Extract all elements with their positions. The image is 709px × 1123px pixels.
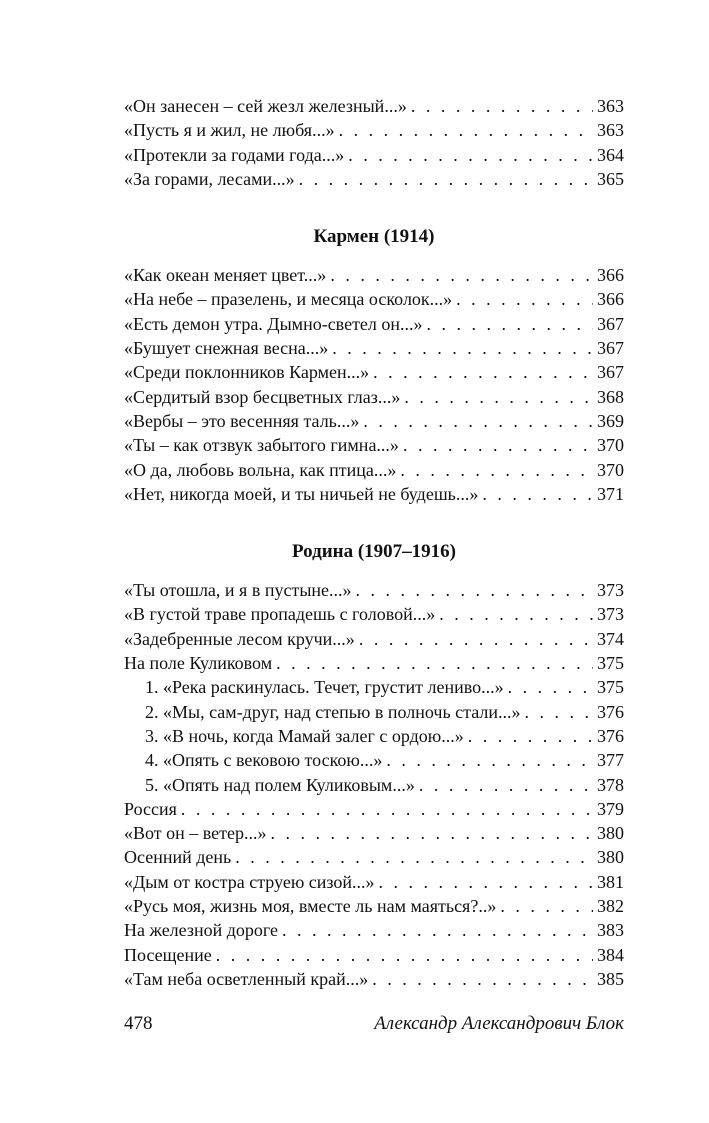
dot-leader bbox=[271, 821, 593, 845]
toc-entry-title: «Ты отошла, и я в пустыне...» bbox=[124, 580, 352, 601]
toc-entry-page: 375 bbox=[597, 677, 624, 698]
toc-entry-title: «Русь моя, жизнь моя, вместе ль нам маяться?..» bbox=[124, 896, 497, 917]
toc-entry bbox=[124, 263, 624, 287]
toc-entry-title: «Нет, никогда моей, и ты ничьей не будешь...» bbox=[124, 483, 479, 504]
toc-entry-page: 379 bbox=[597, 798, 624, 819]
toc-entry bbox=[124, 167, 624, 191]
toc-entry bbox=[124, 651, 624, 675]
toc-entry bbox=[124, 287, 624, 311]
dot-leader bbox=[386, 748, 593, 772]
dot-leader bbox=[525, 700, 593, 724]
toc-entry-page: 363 bbox=[597, 120, 624, 141]
toc-entry bbox=[124, 700, 624, 724]
section-spacer bbox=[124, 564, 624, 578]
dot-leader bbox=[276, 651, 593, 675]
page-number: 478 bbox=[124, 1013, 153, 1034]
toc-entry bbox=[124, 385, 624, 409]
toc-entry-page: 377 bbox=[597, 750, 624, 771]
toc-entry bbox=[124, 821, 624, 845]
toc-entry-page: 380 bbox=[597, 823, 624, 844]
toc-entry-title: «Там неба осветленный край...» bbox=[124, 968, 369, 989]
toc-entry-page: 373 bbox=[597, 604, 624, 625]
dot-leader bbox=[379, 870, 593, 894]
toc-entry bbox=[124, 118, 624, 142]
toc-entry-title: «Среди поклонников Кармен...» bbox=[124, 362, 370, 383]
toc-entry-page: 371 bbox=[597, 483, 624, 504]
section-heading: Кармен (1914) bbox=[313, 226, 435, 248]
toc-entry-page: 367 bbox=[597, 362, 624, 383]
section-spacer bbox=[124, 249, 624, 263]
dot-leader bbox=[439, 602, 593, 626]
toc-entry-title: «Вербы – это весенняя таль...» bbox=[124, 410, 360, 431]
toc-entry bbox=[124, 918, 624, 942]
toc-entry-title: «На небе – празелень, и месяца осколок...» bbox=[124, 289, 453, 310]
toc-entry-page: 365 bbox=[597, 168, 624, 189]
toc-entry-page: 382 bbox=[597, 896, 624, 917]
dot-leader bbox=[404, 385, 593, 409]
dot-leader bbox=[400, 458, 593, 482]
toc-entry-title: 5. «Опять над полем Куликовым...» bbox=[145, 774, 415, 795]
toc-entry-title: «Задебренные лесом кручи...» bbox=[124, 628, 355, 649]
toc-entry bbox=[124, 94, 624, 118]
toc-entry bbox=[124, 870, 624, 894]
toc-entry-page: 367 bbox=[597, 313, 624, 334]
toc-entry-page: 370 bbox=[597, 459, 624, 480]
dot-leader bbox=[468, 724, 593, 748]
toc-entry-title: Посещение bbox=[124, 944, 212, 965]
dot-leader bbox=[299, 167, 593, 191]
toc-entry-page: 384 bbox=[597, 944, 624, 965]
toc-entry-page: 364 bbox=[597, 144, 624, 165]
dot-leader bbox=[372, 967, 593, 991]
toc-entry bbox=[124, 894, 624, 918]
dot-leader bbox=[348, 143, 593, 167]
dot-leader bbox=[411, 94, 593, 118]
toc-entry-title: «Сердитый взор бесцветных глаз...» bbox=[124, 386, 401, 407]
toc-entry bbox=[124, 627, 624, 651]
toc-entry bbox=[124, 845, 624, 869]
toc-entry bbox=[124, 433, 624, 457]
toc-entry-title: «Есть демон утра. Дымно-светел он...» bbox=[124, 313, 423, 334]
toc-entry-title: «Бушует снежная весна...» bbox=[124, 338, 329, 359]
toc-entry bbox=[124, 943, 624, 967]
toc-entry-page: 369 bbox=[597, 410, 624, 431]
dot-leader bbox=[282, 918, 593, 942]
table-of-contents bbox=[124, 94, 624, 991]
toc-entry bbox=[124, 336, 624, 360]
toc-entry-page: 367 bbox=[597, 338, 624, 359]
toc-entry-page: 366 bbox=[597, 265, 624, 286]
toc-entry bbox=[124, 724, 624, 748]
toc-entry bbox=[124, 143, 624, 167]
toc-entry-page: 380 bbox=[597, 847, 624, 868]
dot-leader bbox=[339, 118, 593, 142]
toc-entry-title: «Он занесен – сей жезл железный...» bbox=[124, 96, 407, 116]
toc-entry-page: 375 bbox=[597, 653, 624, 674]
toc-entry-title: «Ты – как отзвук забытого гимна...» bbox=[124, 435, 399, 456]
toc-entry-title: «За горами, лесами...» bbox=[124, 168, 295, 189]
dot-leader bbox=[181, 797, 593, 821]
section-spacer bbox=[124, 191, 624, 225]
toc-entry-page: 370 bbox=[597, 435, 624, 456]
section-spacer bbox=[124, 506, 624, 540]
toc-entry-page: 363 bbox=[597, 96, 624, 116]
toc-entry-title: «Как океан меняет цвет...» bbox=[124, 265, 327, 286]
dot-leader bbox=[373, 360, 593, 384]
toc-entry-title: Россия bbox=[124, 798, 177, 819]
toc-entry-page: 376 bbox=[597, 701, 624, 722]
toc-entry-title: «Протекли за годами года...» bbox=[124, 144, 345, 165]
toc-entry-page: 383 bbox=[597, 920, 624, 941]
toc-entry-title: 1. «Река раскинулась. Течет, грустит лениво...» bbox=[145, 677, 504, 698]
page-footer bbox=[124, 1011, 624, 1037]
toc-entry bbox=[124, 748, 624, 772]
toc-entry-title: «В густой траве пропадешь с головой...» bbox=[124, 604, 436, 625]
dot-leader bbox=[332, 336, 593, 360]
toc-entry bbox=[124, 602, 624, 626]
dot-leader bbox=[330, 263, 593, 287]
toc-entry-title: «Пусть я и жил, не любя...» bbox=[124, 120, 335, 141]
toc-entry-page: 381 bbox=[597, 871, 624, 892]
toc-entry-title: «Дым от костра струею сизой...» bbox=[124, 871, 375, 892]
toc-entry bbox=[124, 578, 624, 602]
dot-leader bbox=[419, 773, 593, 797]
toc-entry-title: 4. «Опять с вековою тоскою...» bbox=[145, 750, 383, 771]
dot-leader bbox=[508, 675, 593, 699]
toc-entry bbox=[124, 360, 624, 384]
toc-entry bbox=[124, 967, 624, 991]
toc-entry-title: Осенний день bbox=[124, 847, 232, 868]
toc-entry-title: На поле Куликовом bbox=[124, 653, 273, 674]
toc-entry bbox=[124, 409, 624, 433]
dot-leader bbox=[363, 409, 593, 433]
dot-leader bbox=[235, 845, 593, 869]
toc-entry-page: 373 bbox=[597, 580, 624, 601]
toc-entry-title: 2. «Мы, сам-друг, над степью в полночь стали...» bbox=[145, 701, 521, 722]
dot-leader bbox=[482, 482, 593, 506]
toc-entry bbox=[124, 675, 624, 699]
toc-entry-page: 374 bbox=[597, 628, 624, 649]
dot-leader bbox=[359, 627, 593, 651]
dot-leader bbox=[427, 312, 593, 336]
toc-entry-page: 385 bbox=[597, 968, 624, 989]
section-heading: Родина (1907–1916) bbox=[292, 541, 456, 563]
toc-entry-title: «О да, любовь вольна, как птица...» bbox=[124, 459, 397, 480]
dot-leader bbox=[216, 943, 593, 967]
dot-leader bbox=[456, 287, 593, 311]
running-author: Александр Александрович Блок bbox=[374, 1013, 624, 1034]
dot-leader bbox=[403, 433, 593, 457]
toc-entry-page: 376 bbox=[597, 725, 624, 746]
toc-entry-title: «Вот он – ветер...» bbox=[124, 823, 267, 844]
toc-entry bbox=[124, 797, 624, 821]
dot-leader bbox=[356, 578, 593, 602]
toc-entry bbox=[124, 482, 624, 506]
toc-entry-page: 368 bbox=[597, 386, 624, 407]
dot-leader bbox=[500, 894, 593, 918]
toc-entry-page: 378 bbox=[597, 774, 624, 795]
toc-entry-page: 366 bbox=[597, 289, 624, 310]
toc-entry bbox=[124, 312, 624, 336]
toc-entry-title: 3. «В ночь, когда Мамай залег с ордою...» bbox=[145, 725, 464, 746]
toc-entry bbox=[124, 773, 624, 797]
toc-entry bbox=[124, 458, 624, 482]
toc-entry-title: На железной дороге bbox=[124, 920, 279, 941]
